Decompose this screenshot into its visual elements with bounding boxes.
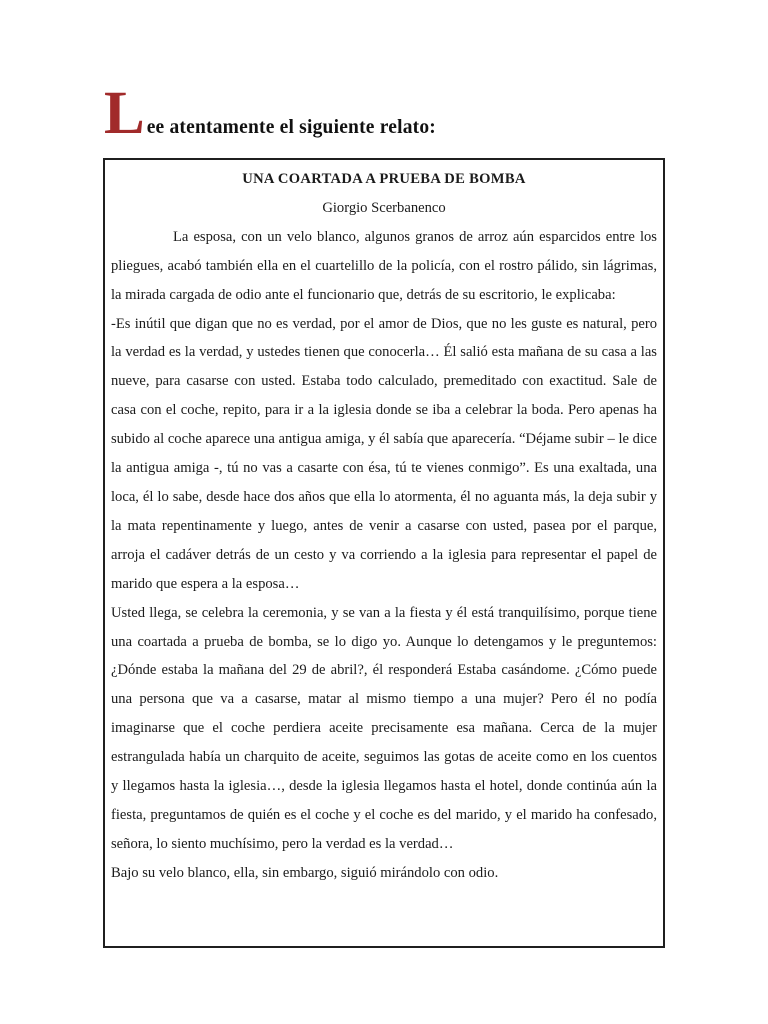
story-author: Giorgio Scerbanenco xyxy=(322,199,446,216)
instruction-text: ee atentamente el siguiente relato: xyxy=(146,117,436,138)
story-paragraph-4: Bajo su velo blanco, ella, sin embargo, siguió mirándolo con odio. xyxy=(111,864,499,881)
dropcap-letter: L xyxy=(104,80,145,147)
story-paragraph-1: La esposa, con un velo blanco, algunos granos de arroz aún esparcidos entre los pliegues, acabó también ella en el cuartelillo de la policía, con el rostro pálido, sin lágrimas, la mirada cargada de odio ante el funcionario que, detrás de su escritorio, le explicaba: xyxy=(111,228,657,303)
story-title: UNA COARTADA A PRUEBA DE BOMBA xyxy=(242,171,526,187)
story-paragraph-2: -Es inútil que digan que no es verdad, por el amor de Dios, que no les guste es natural, pero la verdad es la verdad, y ustedes tienen que conocerla… Él salió esta mañana de su casa a las nueve, para casarse con usted. Estaba todo calculado, premeditado con exactitud. Sale de casa con el coche, repito, para ir a la iglesia donde se iba a celebrar la boda. Pero apenas ha subido al coche aparece una antigua amiga, y él sabía que aparecería. “Déjame subir – le dice la antigua amiga -, tú no vas a casarte con ésa, tú te vienes conmigo”. Es una exaltada, una loca, él lo sabe, desde hace dos años que ella lo atormenta, él no aguanta más, la deja subir y la mata repentinamente y luego, antes de venir a casarse con usted, pasea por el parque, arroja el cadáver detrás de un cesto y va corriendo a la iglesia para representar el papel de marido que espera a la esposa… xyxy=(111,315,657,592)
instruction-heading xyxy=(104,80,436,147)
story-box xyxy=(103,158,665,948)
story-paragraph-3: Usted llega, se celebra la ceremonia, y se van a la fiesta y él está tranquilísimo, porque tiene una coartada a prueba de bomba, se lo digo yo. Aunque lo detengamos y le preguntemos: ¿Dónde estaba la mañana del 29 de abril?, él responderá Estaba casándome. ¿Cómo puede una persona que va a casarse, matar al mismo tiempo a una mujer? Pero él no podía imaginarse que el coche perdiera aceite precisamente esa mañana. Cerca de la mujer estrangulada había un charquito de aceite, seguimos las gotas de aceite como en los cuentos y llegamos hasta la iglesia…, desde la iglesia llegamos hasta el hotel, donde continúa aún la fiesta, preguntamos de quién es el coche y el coche es del marido, y el marido ha confesado, señora, lo siento muchísimo, pero la verdad es la verdad… xyxy=(111,604,657,852)
